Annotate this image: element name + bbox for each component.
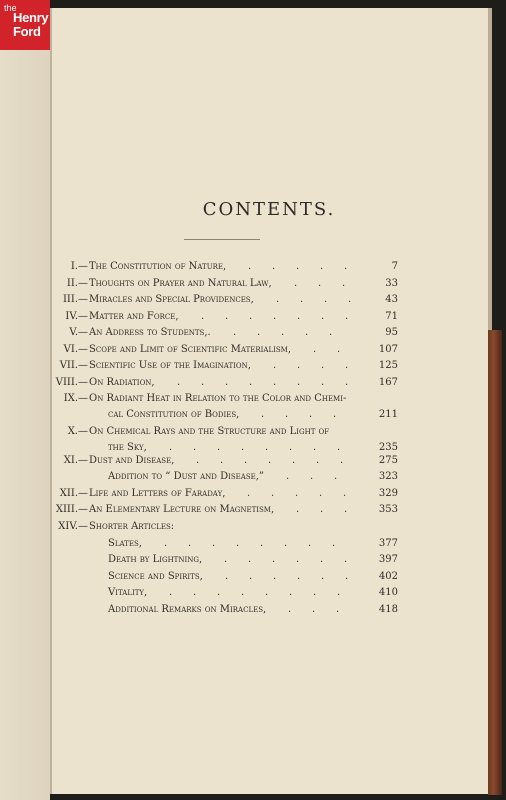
entry-title: On Radiant Heat in Relation to the Color and Chemi-	[89, 393, 347, 404]
leader-dot: .	[316, 455, 320, 466]
toc-entry	[0, 342, 506, 358]
leader-dot: .	[201, 377, 205, 388]
leader-dot: .	[337, 344, 341, 355]
leader-dot: .	[336, 604, 340, 615]
entry-title: An Elementary Lecture on Magnetism,	[89, 504, 275, 515]
leader-dot: .	[318, 278, 322, 289]
leader-dot: .	[286, 471, 290, 482]
leader-dot: .	[224, 554, 228, 565]
toc-sub-entry	[0, 552, 506, 568]
page-number: 418	[378, 604, 398, 615]
leader-dot: .	[348, 294, 352, 305]
leader-dot: .	[321, 360, 325, 371]
toc-entry	[0, 391, 506, 407]
leader-dot: .	[265, 587, 269, 598]
leader-dot: .	[288, 604, 292, 615]
leader-dot: .	[332, 538, 336, 549]
entry-title: Miracles and Special Providences,	[89, 294, 254, 305]
toc-sub-entry	[0, 585, 506, 601]
entry-dash: —	[78, 377, 88, 388]
toc-entry	[0, 259, 506, 275]
leader-dot: .	[272, 261, 276, 272]
entry-dash: —	[78, 360, 88, 371]
entry-title: Shorter Articles:	[89, 521, 175, 532]
leader-dot: .	[220, 455, 224, 466]
leader-dot: .	[249, 311, 253, 322]
entry-title: The Constitution of Nature,	[89, 261, 227, 272]
entry-number: XIII.	[55, 504, 78, 515]
entry-dash: —	[78, 521, 88, 532]
entry-title: Life and Letters of Faraday,	[89, 488, 226, 499]
leader-dot: .	[345, 360, 349, 371]
toc-sub-entry	[0, 536, 506, 552]
leader-dot: .	[276, 294, 280, 305]
leader-dot: .	[212, 538, 216, 549]
leader-dot: .	[294, 278, 298, 289]
logo-text-henry: Henry	[13, 10, 49, 25]
sub-entry-title: Vitality,	[108, 587, 148, 598]
toc-entry	[0, 502, 506, 518]
leader-dot: .	[196, 455, 200, 466]
leader-dot: .	[305, 327, 309, 338]
sub-entry-title: Additional Remarks on Miracles,	[108, 604, 267, 615]
entry-number: XI.	[63, 455, 78, 466]
leader-dot: .	[297, 360, 301, 371]
entry-number: VI.	[63, 344, 78, 355]
leader-dot: .	[345, 377, 349, 388]
leader-dot: .	[285, 409, 289, 420]
leader-dot: .	[272, 554, 276, 565]
page-number: 167	[378, 377, 398, 388]
leader-dot: .	[268, 455, 272, 466]
leader-dot: .	[340, 455, 344, 466]
leader-dot: .	[284, 538, 288, 549]
entry-number: I.	[70, 261, 78, 272]
leader-dot: .	[188, 538, 192, 549]
page-number: 235	[378, 442, 398, 453]
toc-entry	[0, 309, 506, 325]
entry-dash: —	[78, 327, 88, 338]
logo-text-the: the	[4, 3, 17, 13]
entry-number: XIV.	[58, 521, 78, 532]
entry-title-continued: the Sky,	[108, 442, 147, 453]
leader-dot: .	[248, 261, 252, 272]
leader-dot: .	[201, 311, 205, 322]
page-number: 33	[385, 278, 398, 289]
entry-dash: —	[78, 278, 88, 289]
entry-title: On Radiation,	[89, 377, 155, 388]
leader-dot: .	[177, 377, 181, 388]
entry-dash: —	[78, 504, 88, 515]
leader-dot: .	[241, 587, 245, 598]
leader-dot: .	[344, 261, 348, 272]
leader-dot: .	[337, 442, 341, 453]
leader-dot: .	[244, 455, 248, 466]
leader-dot: .	[247, 488, 251, 499]
leader-dot: .	[329, 327, 333, 338]
page-number: 275	[378, 455, 398, 466]
page-number: 125	[378, 360, 398, 371]
entry-number: IV.	[65, 311, 78, 322]
toc-entry	[0, 358, 506, 374]
entry-dash: —	[78, 393, 88, 404]
entry-title: An Address to Students,.	[89, 327, 211, 338]
leader-dot: .	[345, 571, 349, 582]
leader-dot: .	[319, 488, 323, 499]
leader-dot: .	[164, 538, 168, 549]
leader-dot: .	[281, 327, 285, 338]
entry-title: Scientific Use of the Imagination,	[89, 360, 251, 371]
toc-sub-entry	[0, 602, 506, 618]
leader-dot: .	[289, 442, 293, 453]
sub-entry-title: Death by Lightning,	[108, 554, 203, 565]
toc-entry	[0, 375, 506, 391]
entry-dash: —	[78, 455, 88, 466]
leader-dot: .	[233, 327, 237, 338]
entry-number: III.	[62, 294, 78, 305]
toc-entry	[0, 424, 506, 440]
entry-title: Dust and Disease,	[89, 455, 175, 466]
leader-dot: .	[324, 294, 328, 305]
entry-dash: —	[78, 426, 88, 437]
toc-sub-entry	[0, 569, 506, 585]
leader-dot: .	[257, 327, 261, 338]
leader-dot: .	[193, 587, 197, 598]
leader-dot: .	[297, 377, 301, 388]
page-number: 329	[378, 488, 398, 499]
leader-dot: .	[334, 471, 338, 482]
leader-dot: .	[297, 571, 301, 582]
entry-title-continued: cal Constitution of Bodies,	[108, 409, 240, 420]
leader-dot: .	[313, 344, 317, 355]
leader-dot: .	[309, 409, 313, 420]
logo-text-ford: Ford	[13, 24, 41, 39]
leader-dot: .	[320, 261, 324, 272]
leader-dot: .	[248, 554, 252, 565]
page-number: 402	[378, 571, 398, 582]
leader-dot: .	[313, 442, 317, 453]
leader-dot: .	[297, 311, 301, 322]
entry-number: VIII.	[55, 377, 78, 388]
entry-dash: —	[78, 311, 88, 322]
leader-dot: .	[217, 587, 221, 598]
entry-number: IX.	[63, 393, 78, 404]
entry-dash: —	[78, 261, 88, 272]
entry-dash: —	[78, 344, 88, 355]
leader-dot: .	[261, 409, 265, 420]
toc-entry	[0, 292, 506, 308]
leader-dot: .	[225, 311, 229, 322]
leader-dot: .	[310, 471, 314, 482]
leader-dot: .	[193, 442, 197, 453]
leader-dot: .	[265, 442, 269, 453]
leader-dot: .	[273, 360, 277, 371]
leader-dot: .	[320, 504, 324, 515]
sub-entry-title: Science and Spirits,	[108, 571, 203, 582]
leader-dot: .	[292, 455, 296, 466]
leader-dot: .	[271, 488, 275, 499]
leader-dot: .	[289, 587, 293, 598]
page-number: 410	[378, 587, 398, 598]
page-number: 353	[378, 504, 398, 515]
leader-dot: .	[308, 538, 312, 549]
toc-entry	[0, 469, 506, 485]
entry-number: XII.	[59, 488, 78, 499]
page-number: 323	[378, 471, 398, 482]
page-number: 211	[378, 409, 398, 420]
toc-entry	[0, 276, 506, 292]
entry-dash: —	[78, 294, 88, 305]
leader-dot: .	[300, 294, 304, 305]
entry-number: X.	[67, 426, 78, 437]
toc-entry	[0, 453, 506, 469]
toc-entry	[0, 519, 506, 535]
leader-dot: .	[342, 278, 346, 289]
leader-dot: .	[295, 488, 299, 499]
leader-dot: .	[225, 377, 229, 388]
entry-title: Thoughts on Prayer and Natural Law,	[89, 278, 272, 289]
leader-dot: .	[249, 571, 253, 582]
entry-title: Matter and Force,	[89, 311, 179, 322]
leader-dot: .	[333, 409, 337, 420]
entry-title: Scope and Limit of Scientific Materialism,	[89, 344, 292, 355]
leader-dot: .	[296, 554, 300, 565]
page-title: CONTENTS.	[202, 199, 336, 220]
leader-dot: .	[344, 554, 348, 565]
page-number: 95	[385, 327, 398, 338]
leader-dot: .	[296, 261, 300, 272]
leader-dot: .	[313, 587, 317, 598]
leader-dot: .	[260, 538, 264, 549]
leader-dot: .	[321, 377, 325, 388]
leader-dot: .	[296, 504, 300, 515]
leader-dot: .	[217, 442, 221, 453]
page-number: 107	[378, 344, 398, 355]
page-number: 71	[385, 311, 398, 322]
toc-entry-continuation	[0, 407, 506, 423]
leader-dot: .	[273, 571, 277, 582]
leader-dot: .	[344, 504, 348, 515]
page-number: 377	[378, 538, 398, 549]
leader-dot: .	[249, 377, 253, 388]
page-number: 397	[378, 554, 398, 565]
leader-dot: .	[273, 377, 277, 388]
entry-title: On Chemical Rays and the Structure and Light of	[89, 426, 330, 437]
leader-dot: .	[321, 571, 325, 582]
leader-dot: .	[241, 442, 245, 453]
leader-dot: .	[343, 488, 347, 499]
page-number: 43	[385, 294, 398, 305]
leader-dot: .	[312, 604, 316, 615]
leader-dot: .	[236, 538, 240, 549]
leader-dot: .	[169, 587, 173, 598]
leader-dot: .	[321, 311, 325, 322]
entry-dash: —	[78, 488, 88, 499]
page-number: 7	[391, 261, 398, 272]
toc-entry	[0, 325, 506, 341]
entry-number: VII.	[59, 360, 78, 371]
entry-title: Addition to “ Dust and Disease,”	[108, 471, 265, 482]
sub-entry-title: Slates,	[108, 538, 142, 549]
leader-dot: .	[273, 311, 277, 322]
leader-dot: .	[337, 587, 341, 598]
leader-dot: .	[320, 554, 324, 565]
entry-number: V.	[69, 327, 78, 338]
entry-number: II.	[66, 278, 78, 289]
leader-dot: .	[169, 442, 173, 453]
leader-dot: .	[345, 311, 349, 322]
leader-dot: .	[225, 571, 229, 582]
toc-entry	[0, 486, 506, 502]
